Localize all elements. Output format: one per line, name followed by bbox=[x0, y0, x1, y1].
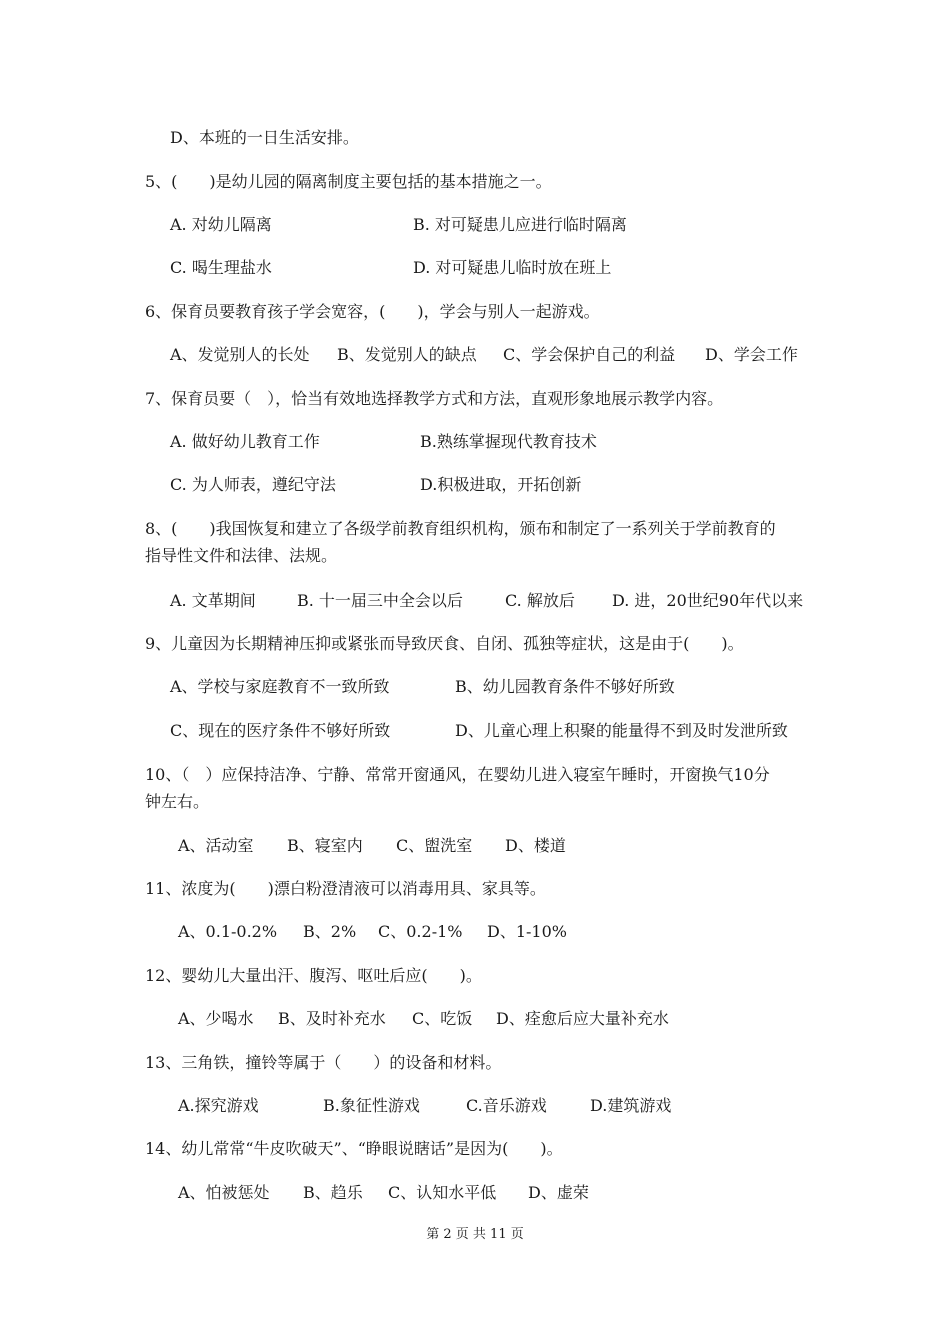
page-footer: 第 2 页 共 11 页 bbox=[426, 1227, 524, 1242]
question-5-option-c: C. 喝生理盐水 bbox=[170, 258, 272, 277]
question-9-option-d: D、儿童心理上积聚的能量得不到及时发泄所致 bbox=[455, 721, 788, 740]
question-14-stem: 14、幼儿常常“牛皮吹破天”、“睁眼说瞎话”是因为( )。 bbox=[145, 1139, 563, 1158]
question-4-option-d: D、本班的一日生活安排。 bbox=[170, 128, 359, 147]
question-6-option-d: D、学会工作 bbox=[705, 345, 798, 364]
question-10-option-d: D、楼道 bbox=[505, 836, 566, 855]
question-7-option-d: D.积极进取，开拓创新 bbox=[420, 475, 582, 494]
question-6-option-b: B、发觉别人的缺点 bbox=[337, 345, 477, 364]
question-13-option-d: D.建筑游戏 bbox=[590, 1096, 672, 1115]
question-10-option-a: A、活动室 bbox=[178, 836, 254, 855]
question-12-option-d: D、痊愈后应大量补充水 bbox=[496, 1009, 669, 1028]
question-5-option-d: D. 对可疑患儿临时放在班上 bbox=[413, 258, 612, 277]
question-13-option-c: C.音乐游戏 bbox=[466, 1096, 547, 1115]
question-11-option-c: C、0.2-1% bbox=[378, 922, 463, 941]
question-9-option-c: C、现在的医疗条件不够好所致 bbox=[170, 721, 391, 740]
question-9-option-a: A、学校与家庭教育不一致所致 bbox=[170, 677, 390, 696]
question-11-option-b: B、2% bbox=[303, 922, 357, 941]
question-7-stem: 7、保育员要（ ），恰当有效地选择教学方式和方法，直观形象地展示教学内容。 bbox=[145, 389, 724, 408]
question-8-option-c: C. 解放后 bbox=[505, 591, 575, 610]
question-8-stem-line-2: 指导性文件和法律、法规。 bbox=[145, 546, 338, 565]
question-7-option-c: C. 为人师表，遵纪守法 bbox=[170, 475, 336, 494]
question-11-stem: 11、浓度为( )漂白粉澄清液可以消毒用具、家具等。 bbox=[145, 879, 546, 898]
question-6-option-c: C、学会保护自己的利益 bbox=[503, 345, 676, 364]
question-14-option-b: B、趋乐 bbox=[303, 1183, 363, 1202]
question-9-option-b: B、幼儿园教育条件不够好所致 bbox=[455, 677, 675, 696]
question-14-option-d: D、虚荣 bbox=[528, 1183, 589, 1202]
question-6-stem: 6、保育员要教育孩子学会宽容，( )，学会与别人一起游戏。 bbox=[145, 302, 600, 321]
question-10-stem-line-1: 10、（ ）应保持洁净、宁静、常常开窗通风，在婴幼儿进入寝室午睡时，开窗换气10分 bbox=[145, 765, 770, 784]
question-11-option-d: D、1-10% bbox=[487, 922, 567, 941]
question-11-option-a: A、0.1-0.2% bbox=[178, 922, 278, 941]
question-10-stem-line-2: 钟左右。 bbox=[145, 792, 210, 811]
question-6-option-a: A、发觉别人的长处 bbox=[170, 345, 310, 364]
question-8-option-a: A. 文革期间 bbox=[170, 591, 256, 610]
question-14-option-c: C、认知水平低 bbox=[388, 1183, 497, 1202]
question-12-option-a: A、少喝水 bbox=[178, 1009, 254, 1028]
question-10-option-b: B、寝室内 bbox=[287, 836, 363, 855]
question-10-option-c: C、盥洗室 bbox=[396, 836, 473, 855]
question-5-option-a: A. 对幼儿隔离 bbox=[170, 215, 272, 234]
question-13-option-a: A.探究游戏 bbox=[178, 1096, 259, 1115]
question-9-stem: 9、儿童因为长期精神压抑或紧张而导致厌食、自闭、孤独等症状，这是由于( )。 bbox=[145, 634, 744, 653]
question-8-stem-line-1: 8、( )我国恢复和建立了各级学前教育组织机构，颁布和制定了一系列关于学前教育的 bbox=[145, 519, 776, 538]
question-5-option-b: B. 对可疑患儿应进行临时隔离 bbox=[413, 215, 627, 234]
question-13-stem: 13、三角铁，撞铃等属于（ ）的设备和材料。 bbox=[145, 1053, 502, 1072]
question-8-option-b: B. 十一届三中全会以后 bbox=[297, 591, 463, 610]
question-13-option-b: B.象征性游戏 bbox=[323, 1096, 420, 1115]
question-7-option-a: A. 做好幼儿教育工作 bbox=[170, 432, 320, 451]
question-12-option-c: C、吃饭 bbox=[412, 1009, 473, 1028]
question-7-option-b: B.熟练掌握现代教育技术 bbox=[420, 432, 597, 451]
question-12-stem: 12、婴幼儿大量出汗、腹泻、呕吐后应( )。 bbox=[145, 966, 482, 985]
question-5-stem: 5、( )是幼儿园的隔离制度主要包括的基本措施之一。 bbox=[145, 172, 552, 191]
question-12-option-b: B、及时补充水 bbox=[278, 1009, 386, 1028]
question-8-option-d: D. 进，20世纪90年代以来 bbox=[612, 591, 804, 610]
question-14-option-a: A、怕被惩处 bbox=[178, 1183, 270, 1202]
